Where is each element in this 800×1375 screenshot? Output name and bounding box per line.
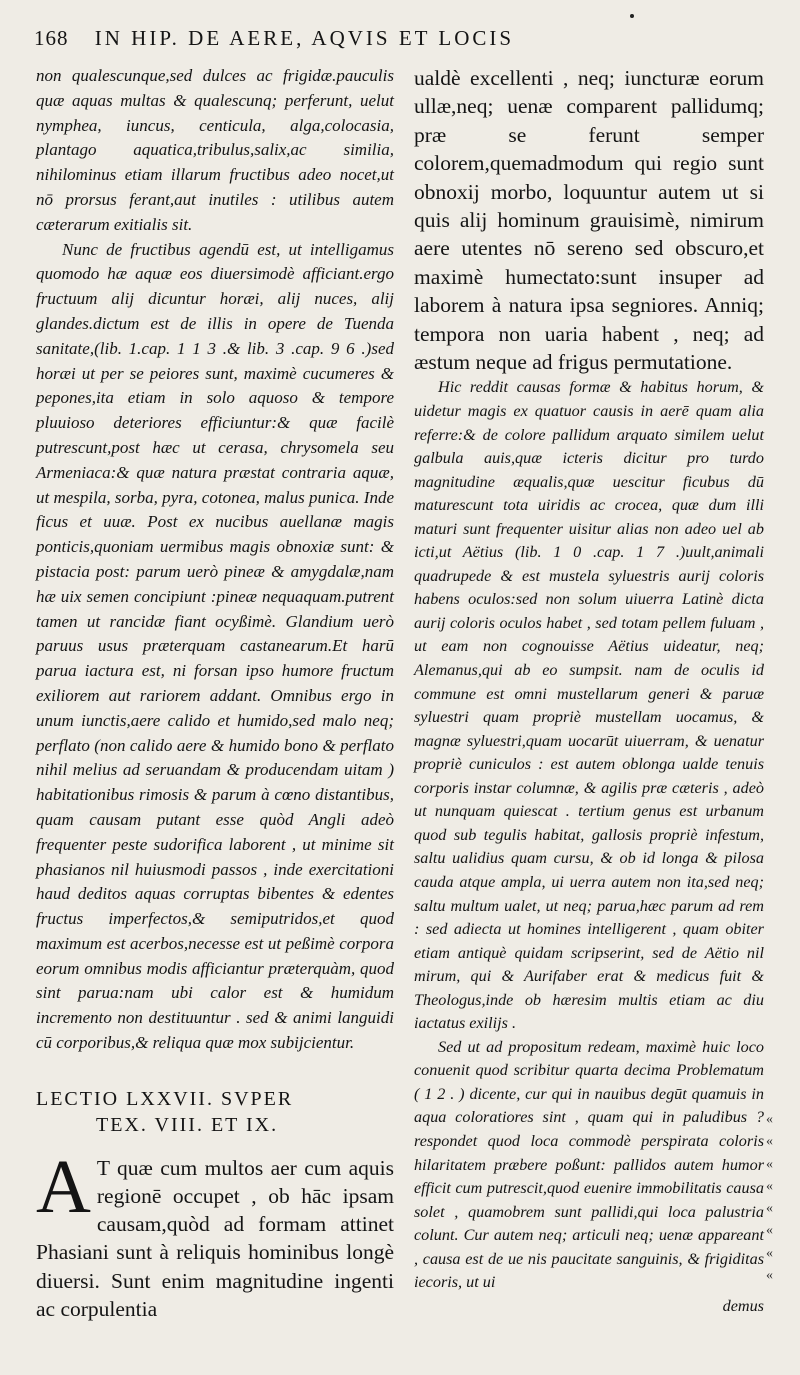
lectio-heading-line-2: TEX. VIII. ET IX. [96,1113,279,1136]
page-number: 168 [34,26,69,50]
lectio-text-block [36,1144,394,1323]
margin-mark: « [766,1112,773,1127]
left-paragraph-2: Nunc de fructibus agendū est, ut intelligamus quomodo hæ aquæ eos diuersimodè afficiant.ergo fructuum alij dicuntur horæi, alij nuces, alij glandes.dictum est de illis in opere de Tuenda sanitate,(lib. 1.cap. 1 1 3 .& lib. 3 .cap. 9 6 .)sed horæi ut per se peiores sunt, maximè cucumeres & pepones,ita etiam in solo aquoso & tempore pluuioso deteriores efficiuntur:& quæ facilè putrescunt,post hæc ut cerasa, chrysomela seu Armeniaca:& quæ natura præstat contraria aquæ, ut mespila, sorba, pyra, cotonea, malus punica. Inde ficus et uuæ. Post ex nucibus auellanæ magis ponticis,quoniam uermibus magis obnoxiæ sunt: & pistacia post: parum uerò pineæ & amygdalæ,nam hæ uix semen concipiunt :pineæ nequaquam.putrent tamen ut rancidæ fiant ocyßimè. Glandium uerò paruus usus præterquam castanearum.Et harū parua iactura est, ni forsan ipso humore fructum exiliorem aut rariorem addant. Omnibus ergo in unum iunctis,aere calido et humido,sed malo neq; perflato (non calido aere & humido bono & perflato nihil melius ad seruandam & producendam uitam ) habitationibus rimosis & parum à cœno distantibus, quam causam putant esse quòd Angli adeò frequenter peste sudorifica laborent , ut minime sit phasianos nil huiusmodi passos , inde exercitationi haud deditos aquas corruptas bibentes & edentes fructus imperfectos,& semiputridos,et quod maximum est acerbos,necesse est ut peßimè corpora eorum omnibus modis afficiantur præterquàm, quod sint parua:nam ubi calor est & humidum incremento non destituuntur . sed & animi languidi cū corporibus,& reliqua quæ mox subijcientur. [36,239,394,1053]
lectio-text: T quæ cum multos aer cum aquis regionē occupet , ob hāc ipsam causam,quòd ad formam attinet Phasiani sunt à reliquis hominibus longè diuersi. Sunt enim magnitudine ingenti ac corpulentia [36,1155,394,1321]
left-paragraph-1: non qualescunque,sed dulces ac frigidæ.pauculis quæ aquas multas & qualescunq; perferunt, uelut nymphea, iuncus, centicula, alga,colocasia, plantago aquatica,tribulus,salix,ac similia, nihilominus etiam illarum fructibus adeo nocet,ut nō prorsus ferant,aut inutiles : utilibus autem cæterarum exitialis sit. [36,66,394,234]
right-commentary-2: Sed ut ad propositum redeam, maximè huic loco conuenit quod scribitur quarta decima Problematum ( 1 2 . ) dicente, cur qui in nauibus degūt quamuis in aqua coloratiores sint , quam qui in paludibus ? respondet quod loca commodè perspirata coloris hilaritatem præbere poßunt: pallidos autem humor efficit cum putrescit,quod euenire immobilitatis causa solet , quamobrem sunt pallidi,qui loca palustria colunt. Cur autem neq; articuli neq; uenæ appareant , causa est de ue nis paucitate sanguinis, & frigiditas iecoris, ut ui [414,1037,764,1292]
margin-mark: « [766,1245,773,1261]
left-column [36,64,394,1323]
lectio-heading [36,1086,394,1138]
margin-mark: « [766,1134,773,1150]
margin-mark: « [766,1178,773,1194]
margin-mark: « [766,1268,773,1284]
running-head [34,26,774,51]
ink-dot [630,14,634,18]
right-column [414,64,764,1318]
margin-mark: « [766,1156,773,1172]
left-commentary [36,64,394,1056]
running-title: IN HIP. DE AERE, AQVIS ET LOCIS [94,26,515,50]
margin-mark: « [766,1201,773,1217]
right-text-continued: ualdè excellenti , neq; iuncturæ eorum ullæ,neq; uenæ comparent pallidumq; præ se ferunt semper colorem,quemadmodum qui regio sunt obnoxij morbo, loquuntur autem ut si quis alij hominum grauisimè, nimirum aere utentes nō sereno sed obscuro,et maximè humectato:sunt insuper ad laborem à natura ipsa segniores. Anniq; tempora non uaria habent , neq; ad æstum neque ad frigus permutatione. [414,66,764,375]
right-commentary-1: Hic reddit causas formæ & habitus horum, & uidetur magis ex quatuor causis in aerē quam alia referre:& de colore pallidum arquato similem uelut galbula auis,quæ icteris dicitur pro turdo magnitudine æqualis,quæ uescitur ficubus dū maturescunt tota uiridis ac crocea, quæ dum illi maturi sunt frequenter uisitur alias non adeo uel ab icti,ut Aëtius (lib. 1 0 .cap. 1 7 .)uult,animali quadrupede & est mustela syluestris aurij coloris habens oculos:sed non solum uiuerra Latinè dicta aurij coloris oculos habet , sed totam pellem fuluam , ut eam non cognouisse Aëtius uideatur, neq; Alemanus,qui ab eo sumpsit. nam de oculis id commune est omni mustellarum generi & paruæ syluestri quam propriè mustellam uocamus, & magnæ syluestri,quam uocarūt uiuerram, & uenatur propriè cuniculos : est autem oblonga ualde tenuis corporis instar columnæ, & agilis præ cæteris , adeò ut nunquam quiescat . tertium genus est urbanum quod sub tegulis habitat, gallosis propriè infestum, saltu ualidius quam cursu, & ob id longa & pilosa cauda atque ampla, ui uerra autem non ita,sed neq; saltu multum ualet, ut neq; parua,hæc parum ad rem : sed adiecta ut homines intelligerent , quam obiter etiam antiquè quidam scripserint, sed de Aëtio nil mirum, qui & Aurifaber erat & medicus fuit & Theologus,inde ob hæresim multis etiam ac diu iactatus exilijs . [414,378,764,1033]
catchword: demus [722,1296,764,1315]
right-commentary [414,376,764,1318]
lectio-heading-line-1: LECTIO LXXVII. SVPER [36,1087,294,1110]
margin-quote-marks [766,1112,786,1290]
drop-cap: A [36,1144,91,1229]
margin-mark: « [766,1223,773,1239]
